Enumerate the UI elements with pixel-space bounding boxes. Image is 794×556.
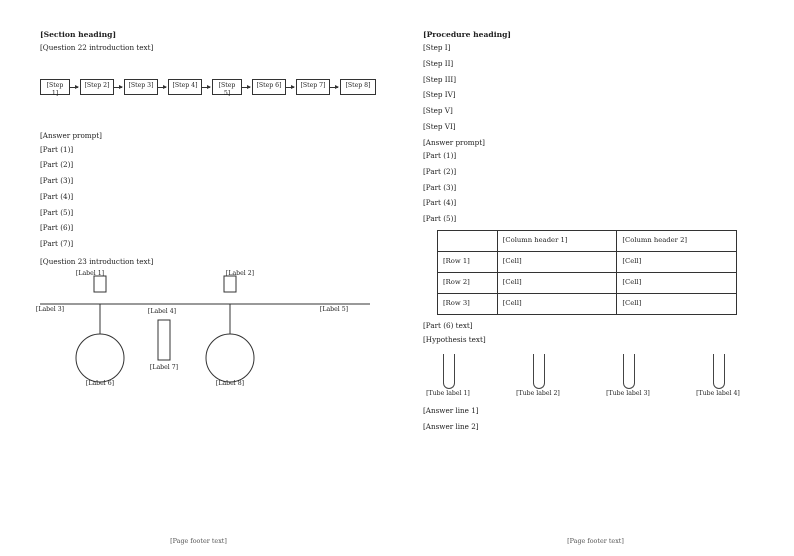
results-table [437, 230, 737, 315]
procedure-step: [Step IV] [423, 90, 456, 100]
table-cell: [Row 3] [438, 293, 498, 314]
flow-step: [Step 1] [40, 79, 70, 95]
table-header [438, 230, 498, 251]
table-row [438, 272, 737, 293]
answer-prompt: [Answer prompt] [40, 130, 102, 140]
q22-part: [Part (7)] [40, 239, 74, 248]
q22-part: [Part (4)] [40, 191, 74, 201]
flow-step: [Step 8] [340, 79, 376, 95]
right-page [397, 0, 794, 556]
procedure-step: [Step I] [423, 43, 451, 53]
flow-step: [Step 2] [80, 79, 114, 95]
table-cell: [Cell] [497, 293, 617, 314]
apparatus-label: [Label 3] [35, 306, 65, 314]
answer-line: [Answer line 2] [423, 422, 479, 432]
answer-line: [Answer line 1] [423, 406, 479, 416]
flow-step: [Step 3] [124, 79, 158, 95]
flow-arrow [114, 87, 122, 88]
section-heading: [Section heading] [40, 30, 117, 39]
apparatus-label: [Label 7] [149, 364, 179, 372]
page-footer: [Page footer text] [567, 537, 624, 546]
flow-arrow [202, 87, 210, 88]
flow-arrow [158, 87, 166, 88]
table-cell: [Cell] [617, 272, 737, 293]
q23-intro: [Question 23 introduction text] [40, 256, 154, 266]
table-cell: [Row 2] [438, 272, 498, 293]
q22-part: [Part (3)] [40, 176, 74, 186]
apparatus-diagram [35, 270, 379, 392]
test-tube [623, 354, 635, 389]
table-header: [Column header 2] [617, 230, 737, 251]
table-cell: [Row 1] [438, 251, 498, 272]
process-flow-diagram [40, 57, 379, 123]
q22-part: [Part (2)] [40, 160, 74, 170]
apparatus-drawing [40, 270, 370, 392]
flow-arrow [330, 87, 338, 88]
table-cell: [Cell] [497, 251, 617, 272]
tube-label: [Tube label 1] [426, 390, 470, 398]
question-part: [Part (1)] [423, 151, 457, 161]
test-tube [713, 354, 725, 389]
q22-part: [Part (5)] [40, 207, 74, 217]
table-header: [Column header 1] [497, 230, 617, 251]
procedure-heading: [Procedure heading] [423, 30, 512, 39]
question-part: [Part (2)] [423, 167, 457, 176]
flow-step: [Step 5] [212, 79, 242, 95]
table-cell: [Cell] [617, 293, 737, 314]
part-6-text: [Part (6) text] [423, 320, 473, 330]
page-footer: [Page footer text] [170, 537, 227, 546]
flow-arrow [242, 87, 250, 88]
table-cell: [Cell] [617, 251, 737, 272]
q22-part: [Part (6)] [40, 223, 74, 233]
flow-step: [Step 7] [296, 79, 330, 95]
apparatus-label: [Label 5] [319, 306, 349, 314]
apparatus-label: [Label 4] [147, 308, 177, 316]
hypothesis-text: [Hypothesis text] [423, 334, 486, 344]
table-header-row [438, 230, 737, 251]
apparatus-label: [Label 6] [85, 380, 115, 388]
tube-label: [Tube label 2] [516, 390, 560, 398]
q22-part: [Part (1)] [40, 144, 74, 154]
flow-arrow [286, 87, 294, 88]
tube-label: [Tube label 3] [606, 390, 650, 398]
test-tube [533, 354, 545, 389]
table-row [438, 293, 737, 314]
procedure-step: [Step III] [423, 74, 457, 84]
apparatus-label: [Label 1] [75, 270, 105, 278]
flow-step: [Step 4] [168, 79, 202, 95]
tube-label: [Tube label 4] [696, 390, 740, 398]
flow-step: [Step 6] [252, 79, 286, 95]
question-part: [Part (4)] [423, 198, 457, 208]
test-tube-diagram [423, 348, 764, 400]
apparatus-label: [Label 2] [225, 270, 255, 278]
question-part: [Part (5)] [423, 214, 457, 224]
question-part: [Part (3)] [423, 182, 457, 192]
procedure-step: [Step II] [423, 58, 454, 68]
q22-intro: [Question 22 introduction text] [40, 43, 154, 53]
test-tube [443, 354, 455, 389]
flow-arrow [70, 87, 78, 88]
table-cell: [Cell] [497, 272, 617, 293]
table-row [438, 251, 737, 272]
apparatus-label: [Label 8] [215, 380, 245, 388]
procedure-step: [Step VI] [423, 121, 456, 131]
procedure-step: [Step V] [423, 106, 453, 116]
answer-prompt: [Answer prompt] [423, 137, 485, 147]
